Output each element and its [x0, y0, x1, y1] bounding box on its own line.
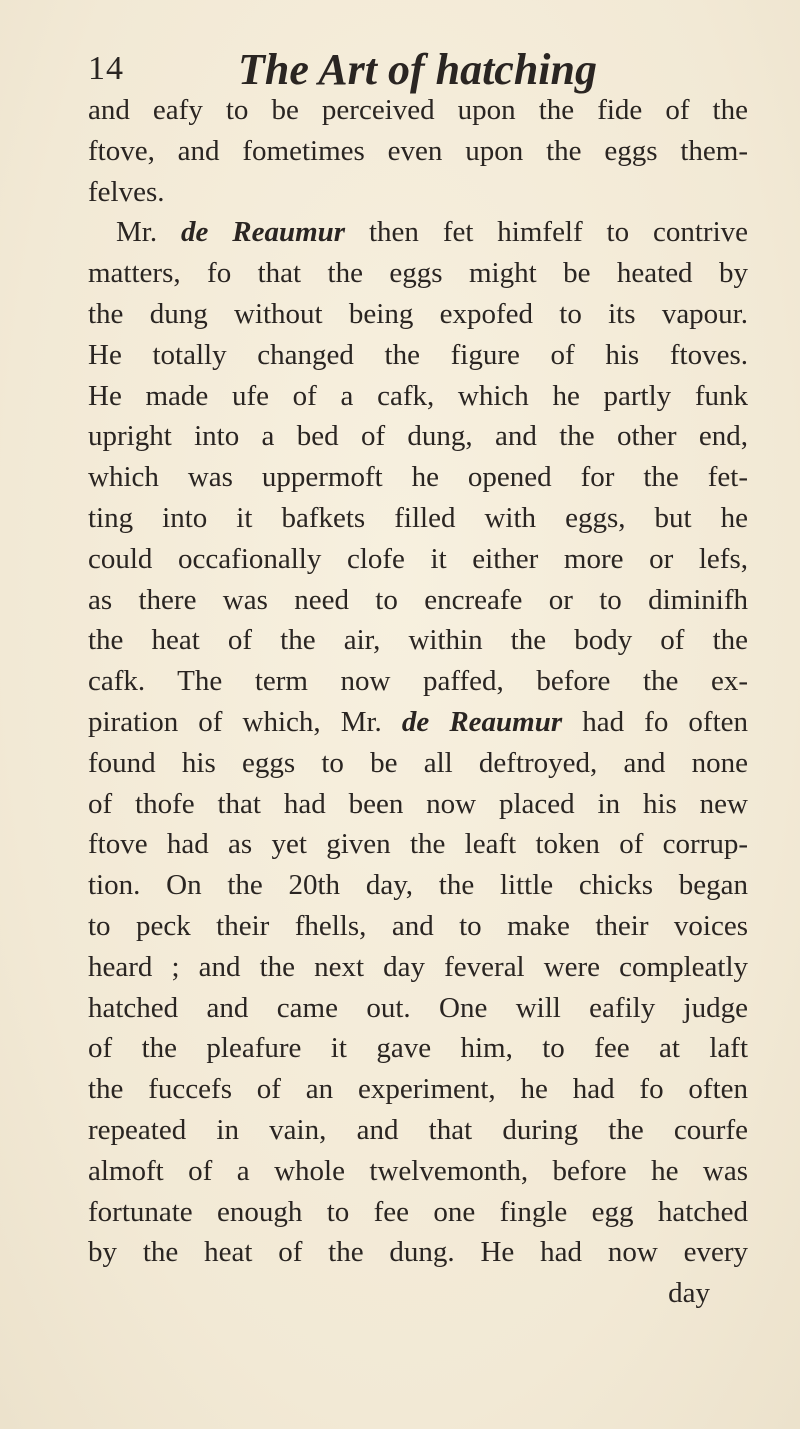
text-line: the dung without being expofed to its vapour. [88, 297, 748, 330]
text-line: ting into it bafkets filled with eggs, but he [88, 501, 748, 534]
text-line: the heat of the air, within the body of the [88, 624, 748, 657]
running-head [88, 44, 748, 94]
text-line: of thofe that had been now placed in his new [88, 787, 748, 820]
text-line: heard ; and the next day feveral were compleatly [88, 950, 748, 983]
text-line: upright into a bed of dung, and the other end, [88, 420, 748, 453]
text-line: of the pleafure it gave him, to fee at laft [88, 1032, 748, 1065]
text-line: the fuccefs of an experiment, he had fo often [88, 1073, 748, 1106]
text-line: which was uppermoft he opened for the fet- [88, 461, 748, 494]
author-name: de Reaumur [181, 216, 346, 249]
text-line: almoft of a whole twelvemonth, before he was [88, 1154, 748, 1187]
text-line: fortunate enough to fee one fingle egg hatched [88, 1195, 748, 1228]
text-line: He totally changed the figure of his ftoves. [88, 338, 748, 371]
text-line: as there was need to encreafe or to diminifh [88, 583, 748, 616]
body-text [88, 90, 748, 1314]
author-name: de Reaumur [401, 705, 563, 738]
text-line: He made ufe of a cafk, which he partly funk [88, 379, 748, 412]
text-line: ftove, and fometimes even upon the eggs them- [88, 134, 748, 167]
page-number: 14 [88, 50, 124, 87]
text-line: could occafionally clofe it either more or lefs, [88, 542, 748, 575]
text-line: felves. [88, 175, 165, 208]
running-title: The Art of hatching [238, 45, 597, 94]
text-line: and eafy to be perceived upon the fide of the [88, 94, 748, 126]
text-line: hatched and came out. One will eafily judge [88, 991, 748, 1024]
text-line: ftove had as yet given the leaft token of corrup- [88, 828, 748, 861]
text-line: repeated in vain, and that during the courfe [88, 1113, 748, 1146]
text-line: cafk. The term now paffed, before the ex- [88, 665, 748, 698]
catchword: day [668, 1277, 710, 1310]
text-line: to peck their fhells, and to make their voices [88, 909, 748, 942]
text-line: matters, fo that the eggs might be heated by [88, 257, 748, 290]
text-line: tion. On the 20th day, the little chicks began [88, 869, 748, 902]
text-line: found his eggs to be all deftroyed, and none [88, 746, 748, 779]
text-line: piration of which, Mr. de Reaumur had fo often [88, 705, 748, 738]
text-line: by the heat of the dung. He had now every [88, 1236, 748, 1269]
text-line: Mr. de Reaumur then fet himfelf to contrive [116, 216, 749, 249]
